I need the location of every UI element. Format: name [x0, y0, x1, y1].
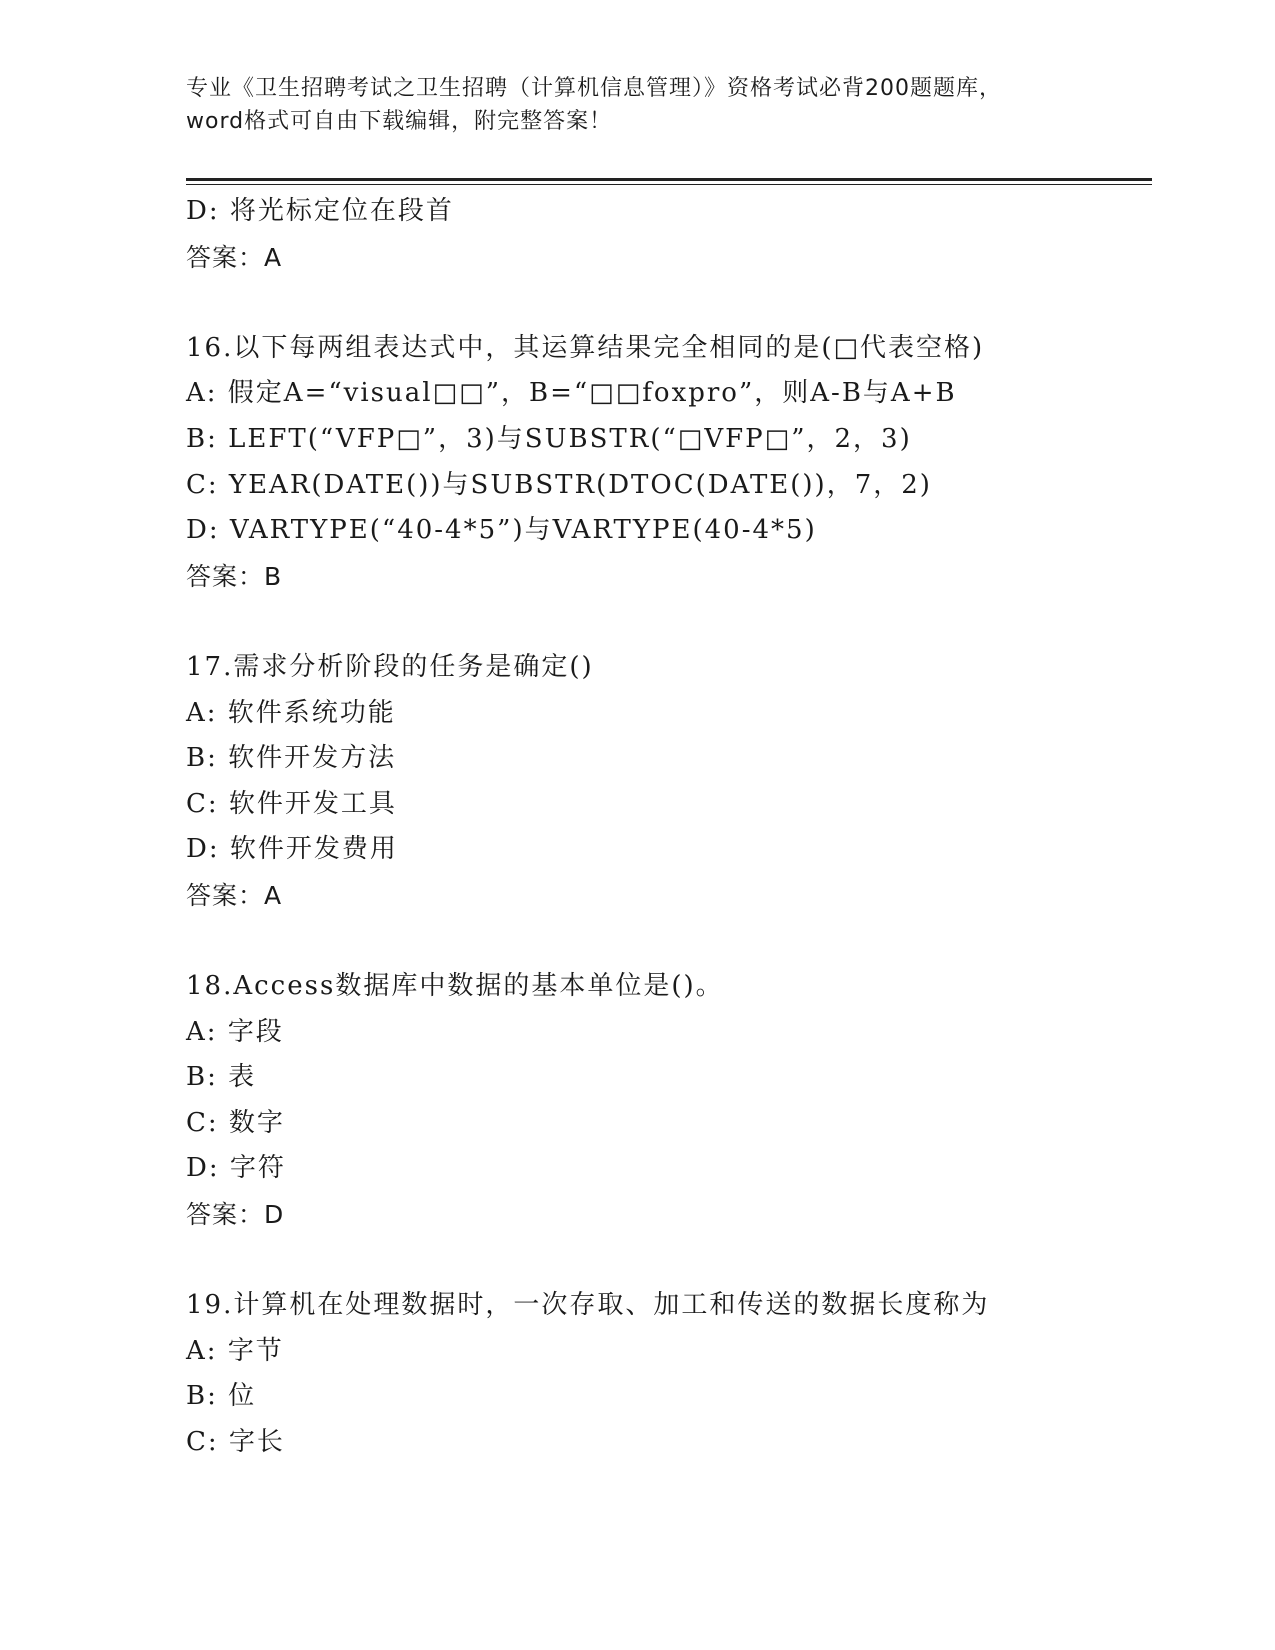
- option-c: C: YEAR(DATE())与SUBSTR(DTOC(DATE())，7，2): [186, 469, 932, 500]
- question-17: [186, 645, 1146, 919]
- header-line-2: word格式可自由下载编辑，附完整答案！: [186, 109, 613, 134]
- option-d: D: VARTYPE(“40-4*5”)与VARTYPE(40-4*5): [186, 515, 817, 546]
- option-c: C: 字长: [186, 1427, 285, 1458]
- question-18: [186, 964, 1146, 1238]
- question-stem: 16.以下每两组表达式中，其运算结果完全相同的是(□代表空格): [186, 332, 985, 363]
- question-19: [186, 1283, 1146, 1465]
- option-b: B: 表: [186, 1062, 257, 1093]
- spacer: [186, 599, 1146, 645]
- option-d: D: 将光标定位在段首: [186, 196, 454, 226]
- option-b: B: 软件开发方法: [186, 743, 397, 774]
- question-stem: 18.Access数据库中数据的基本单位是()。: [186, 971, 724, 1002]
- answer: 答案：A: [186, 242, 283, 272]
- option-c: C: 软件开发工具: [186, 788, 397, 819]
- option-c: C: 数字: [186, 1107, 285, 1138]
- header-divider-thick: [186, 178, 1152, 181]
- option-d: D: 软件开发费用: [186, 834, 398, 865]
- document-header: [186, 72, 1106, 138]
- answer: 答案：D: [186, 1200, 285, 1230]
- question-15-tail: [186, 189, 1146, 280]
- option-a: A: 字段: [186, 1016, 284, 1047]
- option-a: A: 软件系统功能: [186, 697, 396, 728]
- option-d: D: 字符: [186, 1153, 286, 1184]
- option-a: A: 字节: [186, 1335, 284, 1366]
- option-a: A: 假定A=“visual□□”，B=“□□foxpro”，则A-B与A+B: [186, 378, 957, 409]
- question-list: [186, 189, 1146, 1466]
- header-divider-thin: [186, 184, 1152, 185]
- option-b: B: 位: [186, 1381, 257, 1412]
- spacer: [186, 919, 1146, 965]
- header-line-1: 专业《卫生招聘考试之卫生招聘（计算机信息管理）》资格考试必背200题题库，: [186, 76, 1002, 101]
- spacer: [186, 280, 1146, 326]
- answer: 答案：B: [186, 561, 283, 591]
- answer: 答案：A: [186, 880, 283, 910]
- question-16: [186, 326, 1146, 600]
- question-stem: 17.需求分析阶段的任务是确定(): [186, 651, 594, 682]
- question-stem: 19.计算机在处理数据时，一次存取、加工和传送的数据长度称为: [186, 1290, 990, 1321]
- option-b: B: LEFT(“VFP□”，3)与SUBSTR(“□VFP□”，2，3): [186, 423, 912, 454]
- spacer: [186, 1238, 1146, 1284]
